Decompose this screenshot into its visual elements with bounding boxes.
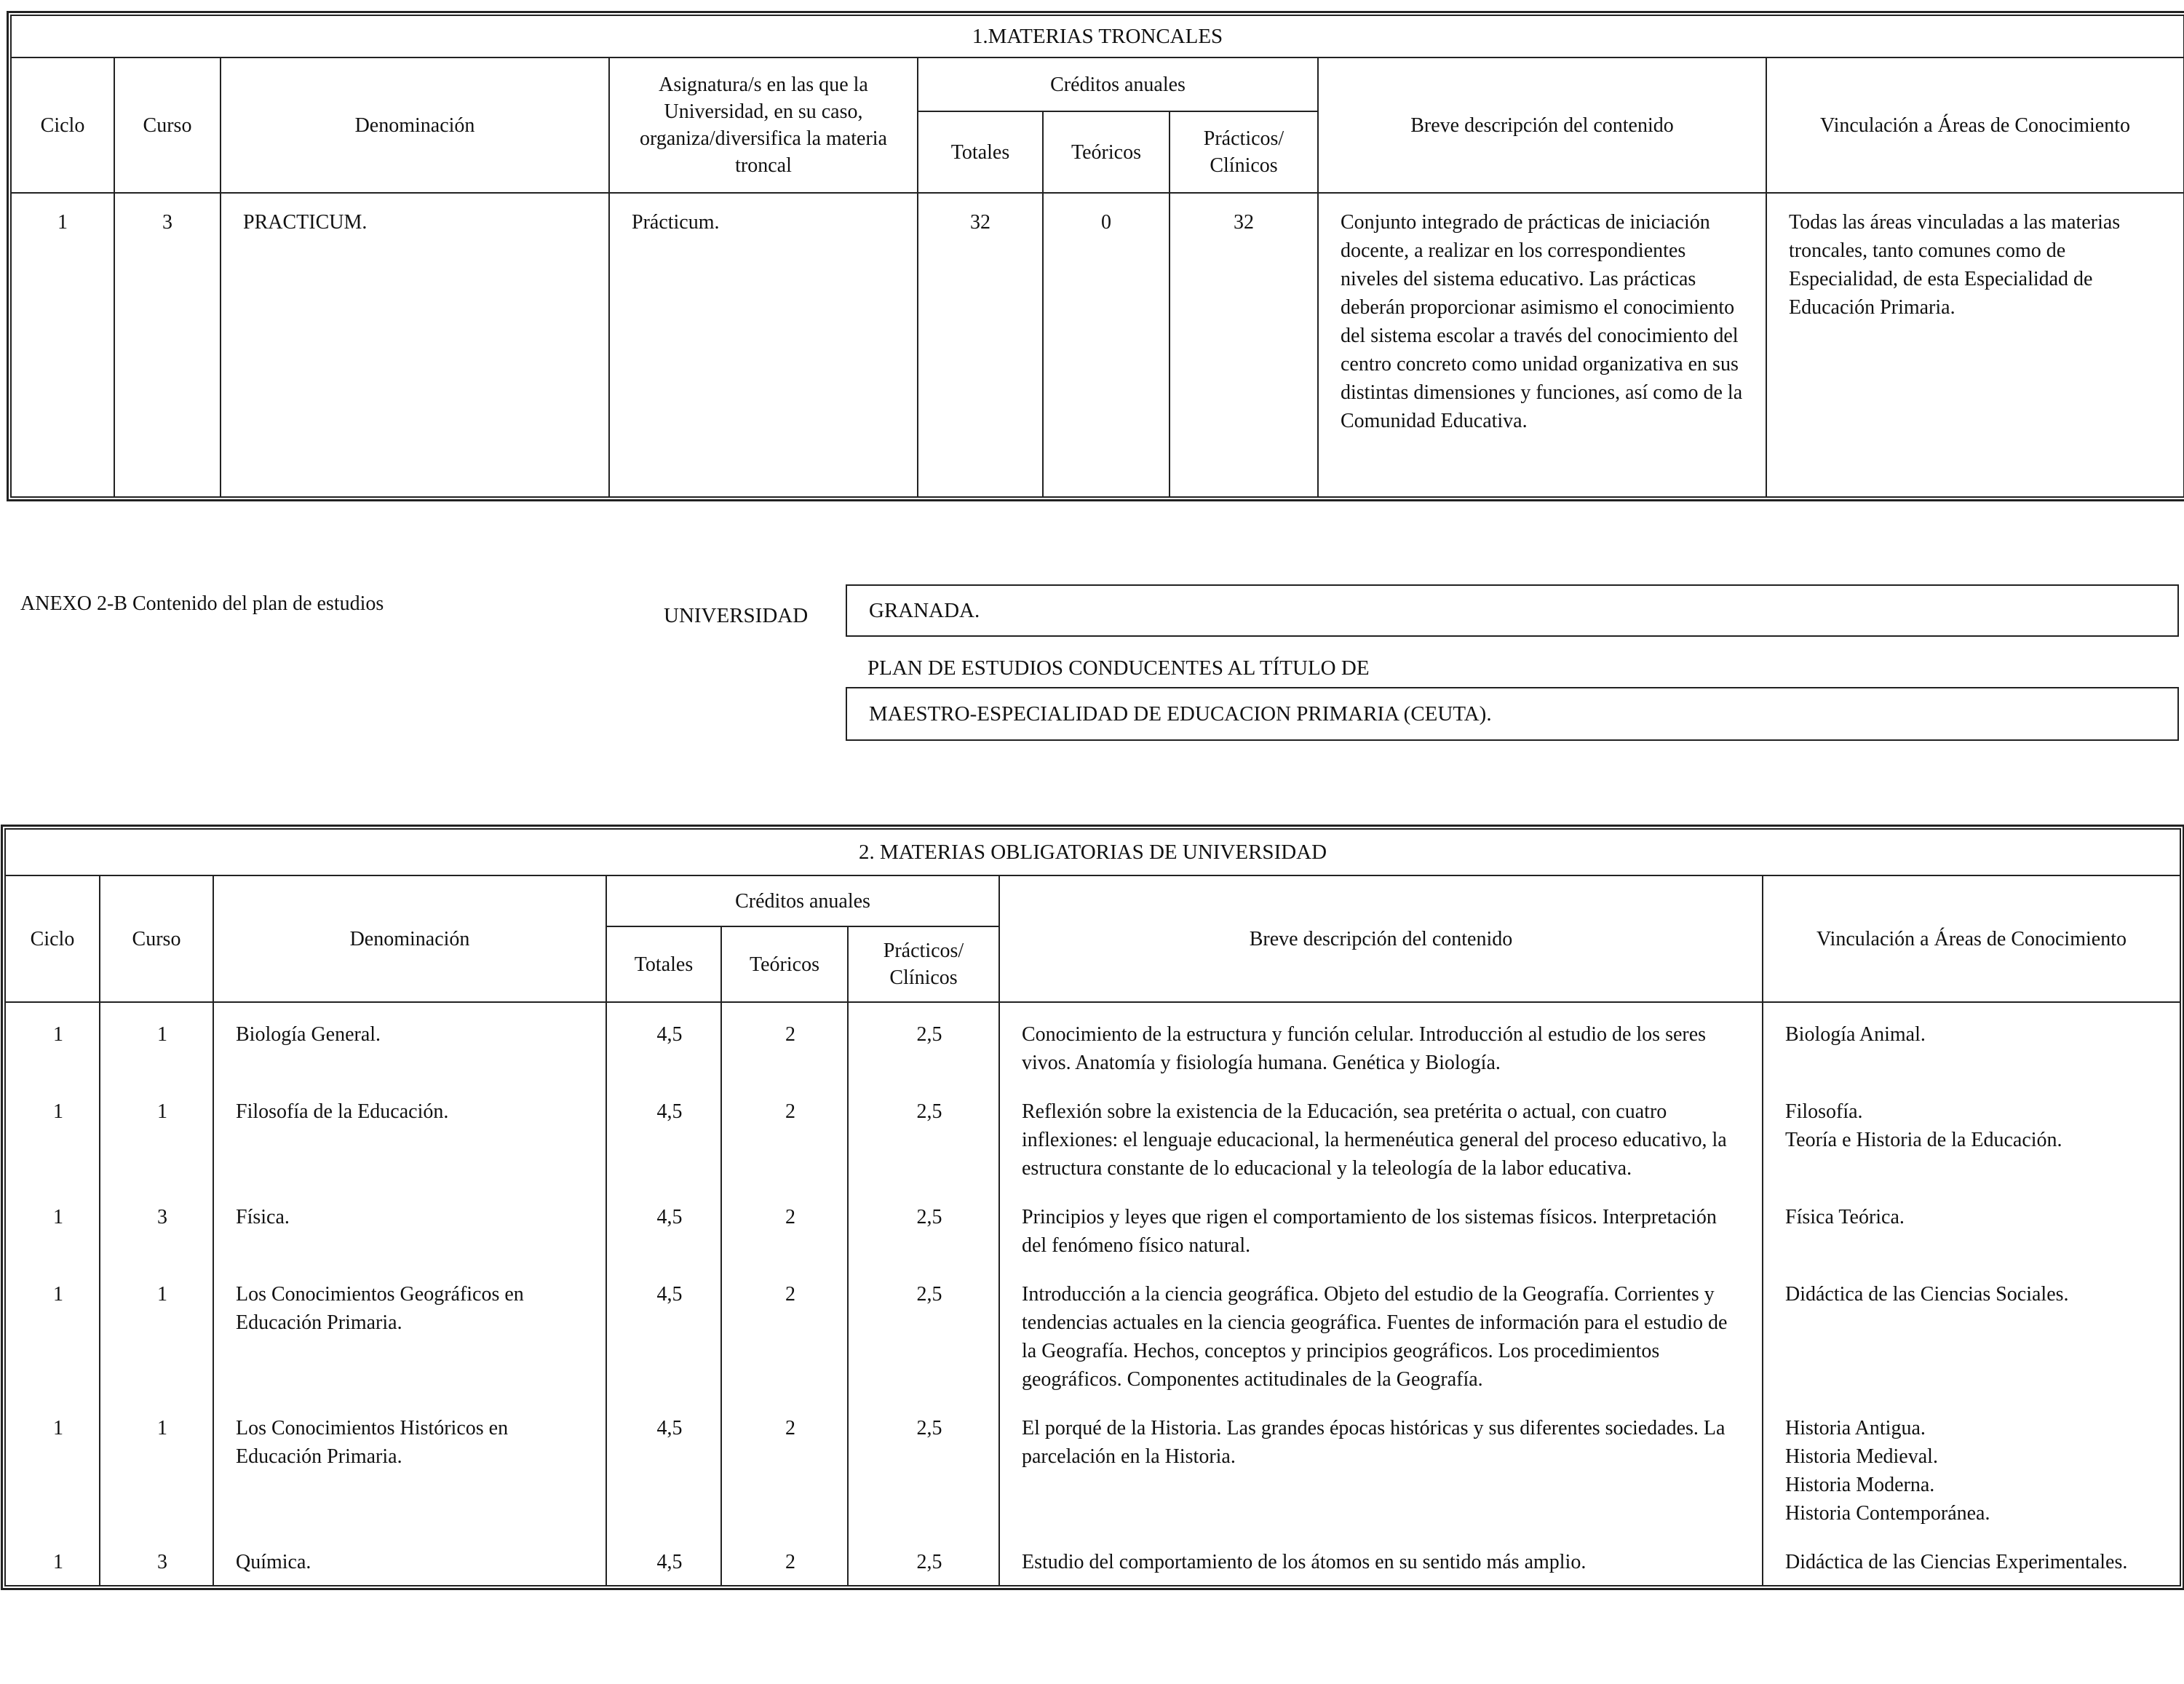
area-item: Didáctica de las Ciencias Sociales. <box>1785 1283 2069 1306</box>
header-descripcion: Breve descripción del contenido <box>1318 57 1766 193</box>
header-ciclo: Ciclo <box>5 875 100 1002</box>
cell-ciclo: 1 <box>5 1402 100 1536</box>
cell-teoricos: 2 <box>721 1536 848 1586</box>
header-curso: Curso <box>100 875 213 1002</box>
header-vinculacion: Vinculación a Áreas de Conocimiento <box>1763 875 2180 1002</box>
header-ciclo: Ciclo <box>11 57 114 193</box>
cell-totales: 4,5 <box>606 1191 721 1268</box>
header-totales: Totales <box>606 926 721 1002</box>
area-item: Didáctica de las Ciencias Experimentales. <box>1785 1551 2128 1573</box>
cell-vinculacion <box>1763 1402 2180 1536</box>
universidad-field <box>846 584 2179 637</box>
cell-vinculacion <box>1763 1268 2180 1402</box>
header-teoricos: Teóricos <box>1043 111 1170 193</box>
header-curso: Curso <box>114 57 221 193</box>
table-row <box>5 1086 2180 1191</box>
header-asignaturas: Asignatura/s en las que la Universidad, en su caso, organiza/diversifica la materia troncal <box>609 57 918 193</box>
cell-teoricos: 2 <box>721 1002 848 1086</box>
cell-descripcion: Estudio del comportamiento de los átomos en su sentido más amplio. <box>999 1536 1763 1586</box>
header-teoricos: Teóricos <box>721 926 848 1002</box>
cell-practicos: 2,5 <box>848 1002 999 1086</box>
cell-denominacion: Biología General. <box>213 1002 606 1086</box>
cell-teoricos: 2 <box>721 1191 848 1268</box>
cell-denominacion: Física. <box>213 1191 606 1268</box>
cell-descripcion: Reflexión sobre la existencia de la Educación, sea pretérita o actual, con cuatro inflexiones: el lenguaje educacional, la hermenéutica general del proceso educativo, la estructura constante de lo educacional y la teleología de la labor educativa. <box>999 1086 1763 1191</box>
cell-practicos: 2,5 <box>848 1402 999 1536</box>
cell-asignatura: Prácticum. <box>609 193 918 497</box>
cell-practicos: 32 <box>1170 193 1318 497</box>
header-totales: Totales <box>918 111 1043 193</box>
cell-denominacion: Química. <box>213 1536 606 1586</box>
cell-descripcion: Conjunto integrado de prácticas de iniciación docente, a realizar en los correspondientes niveles del sistema educativo. Las prácticas deberán proporcionar asimismo el conocimiento del sistema escolar a través del conocimiento del centro concreto como unidad organizativa en sus distintas dimensiones y funciones, así como de la Comunidad Educativa. <box>1318 193 1766 497</box>
area-item: Historia Antigua. <box>1785 1417 1926 1439</box>
cell-descripcion: Conocimiento de la estructura y función celular. Introducción al estudio de los seres vivos. Anatomía y fisiología humana. Genética y Biología. <box>999 1002 1763 1086</box>
table-row <box>5 1191 2180 1268</box>
cell-vinculacion: Todas las áreas vinculadas a las materias troncales, tanto comunes como de Especialidad, de esta Especialidad de Educación Primaria. <box>1766 193 2184 497</box>
cell-vinculacion <box>1763 1536 2180 1586</box>
cell-ciclo: 1 <box>5 1268 100 1402</box>
area-item: Biología Animal. <box>1785 1023 1926 1046</box>
troncales-table <box>10 15 2184 498</box>
cell-curso: 1 <box>100 1402 213 1536</box>
cell-totales: 4,5 <box>606 1002 721 1086</box>
cell-totales: 32 <box>918 193 1043 497</box>
obligatorias-table <box>4 828 2181 1586</box>
plan-field <box>846 687 2179 741</box>
table-title: 2. MATERIAS OBLIGATORIAS DE UNIVERSIDAD <box>5 829 2180 875</box>
cell-denominacion: Filosofía de la Educación. <box>213 1086 606 1191</box>
header-denominacion: Denominación <box>213 875 606 1002</box>
cell-totales: 4,5 <box>606 1536 721 1586</box>
header-denominacion: Denominación <box>221 57 609 193</box>
cell-vinculacion <box>1763 1002 2180 1086</box>
cell-curso: 3 <box>100 1191 213 1268</box>
cell-practicos: 2,5 <box>848 1086 999 1191</box>
header-descripcion: Breve descripción del contenido <box>999 875 1763 1002</box>
header-vinculacion: Vinculación a Áreas de Conocimiento <box>1766 57 2184 193</box>
table-row <box>5 1002 2180 1086</box>
area-item: Filosofía. <box>1785 1100 1863 1123</box>
cell-teoricos: 2 <box>721 1402 848 1536</box>
cell-practicos: 2,5 <box>848 1268 999 1402</box>
table-row <box>5 1268 2180 1402</box>
cell-ciclo: 1 <box>5 1086 100 1191</box>
annex-label: ANEXO 2-B Contenido del plan de estudios <box>20 592 384 615</box>
cell-vinculacion <box>1763 1086 2180 1191</box>
plan-label: PLAN DE ESTUDIOS CONDUCENTES AL TÍTULO DE <box>867 656 1370 680</box>
universidad-label: UNIVERSIDAD <box>664 604 809 627</box>
header-practicos: Prácticos/ Clínicos <box>848 926 999 1002</box>
header-creditos: Créditos anuales <box>606 875 999 926</box>
cell-descripcion: Principios y leyes que rigen el comportamiento de los sistemas físicos. Interpretación del fenómeno físico natural. <box>999 1191 1763 1268</box>
cell-vinculacion <box>1763 1191 2180 1268</box>
cell-teoricos: 0 <box>1043 193 1170 497</box>
cell-practicos: 2,5 <box>848 1536 999 1586</box>
cell-practicos: 2,5 <box>848 1191 999 1268</box>
header-creditos: Créditos anuales <box>918 57 1318 111</box>
cell-teoricos: 2 <box>721 1086 848 1191</box>
area-item: Historia Medieval. <box>1785 1445 1938 1468</box>
cell-denominacion: PRACTICUM. <box>221 193 609 497</box>
table-row <box>5 1402 2180 1536</box>
cell-denominacion: Los Conocimientos Históricos en Educación Primaria. <box>213 1402 606 1536</box>
cell-curso: 1 <box>100 1002 213 1086</box>
cell-ciclo: 1 <box>5 1002 100 1086</box>
table-row <box>11 193 2184 497</box>
table-row <box>5 1536 2180 1586</box>
universidad-value: GRANADA. <box>869 598 980 622</box>
cell-curso: 3 <box>100 1536 213 1586</box>
area-item: Teoría e Historia de la Educación. <box>1785 1129 2062 1151</box>
cell-curso: 1 <box>100 1268 213 1402</box>
cell-totales: 4,5 <box>606 1402 721 1536</box>
cell-ciclo: 1 <box>5 1191 100 1268</box>
cell-ciclo: 1 <box>11 193 114 497</box>
cell-ciclo: 1 <box>5 1536 100 1586</box>
header-practicos: Prácticos/ Clínicos <box>1170 111 1318 193</box>
area-item: Historia Moderna. <box>1785 1474 1935 1496</box>
cell-descripcion: El porqué de la Historia. Las grandes épocas históricas y sus diferentes sociedades. La parcelación en la Historia. <box>999 1402 1763 1536</box>
cell-curso: 3 <box>114 193 221 497</box>
cell-denominacion: Los Conocimientos Geográficos en Educación Primaria. <box>213 1268 606 1402</box>
area-item: Física Teórica. <box>1785 1206 1905 1228</box>
cell-teoricos: 2 <box>721 1268 848 1402</box>
cell-totales: 4,5 <box>606 1268 721 1402</box>
cell-totales: 4,5 <box>606 1086 721 1191</box>
cell-curso: 1 <box>100 1086 213 1191</box>
area-item: Historia Contemporánea. <box>1785 1502 1990 1525</box>
table-title: 1.MATERIAS TRONCALES <box>11 15 2184 57</box>
plan-value: MAESTRO-ESPECIALIDAD DE EDUCACION PRIMARIA (CEUTA). <box>869 702 1492 726</box>
cell-descripcion: Introducción a la ciencia geográfica. Objeto del estudio de la Geografía. Corrientes y tendencias actuales en la ciencia geográfica. Fuentes de información para el estudio de la Geografía. Hechos, conceptos y principios geográficos. Los procedimientos geográficos. Componentes actitudinales de la Geografía. <box>999 1268 1763 1402</box>
